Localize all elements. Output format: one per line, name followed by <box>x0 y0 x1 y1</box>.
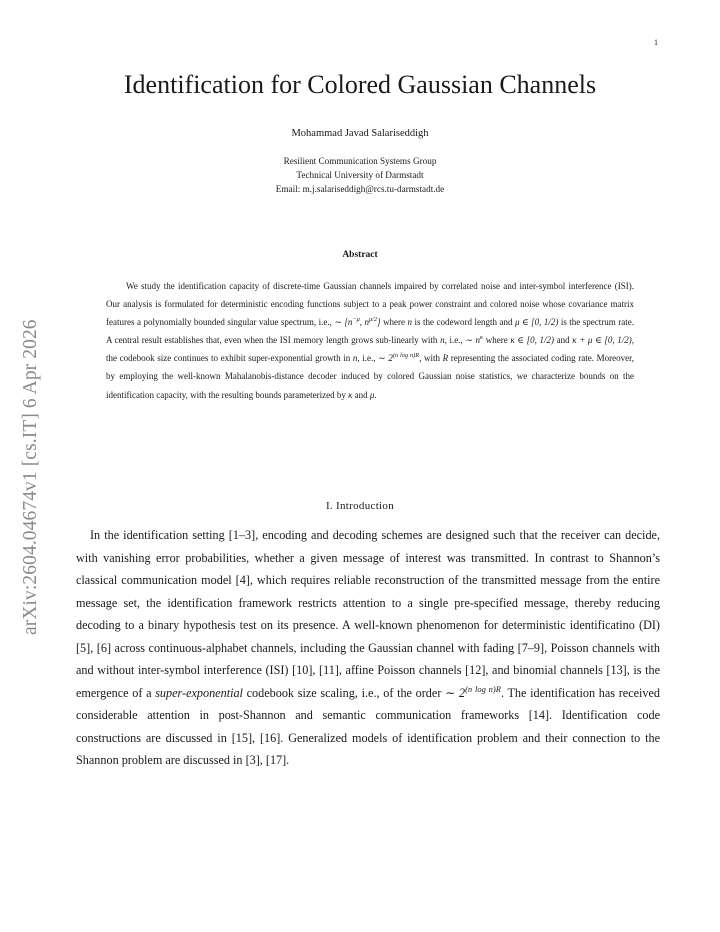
math-text: ∼ n <box>465 335 481 346</box>
paper-title: Identification for Colored Gaussian Channels <box>123 70 597 99</box>
emphasis-text: super-exponential <box>155 685 243 700</box>
body-text: . The identification has received considerable attention in post-Shannon and semantic communication frameworks [14]. Identification code constructions are discussed in [15], [16]. Generalized models of identification problem and their connection to the Shannon problem are discussed in [3], [17]. <box>76 685 660 767</box>
abstract-paragraph <box>106 277 634 404</box>
math-sup: μ/2 <box>369 316 378 324</box>
section-heading-introduction: I. Introduction <box>325 500 395 512</box>
math-inline <box>445 683 501 700</box>
math-inline: n <box>407 317 413 328</box>
affiliation-block <box>0 154 720 196</box>
page-number: 1 <box>654 38 658 47</box>
abstract-heading: Abstract <box>342 250 378 260</box>
affiliation-group: Resilient Communication Systems Group <box>283 156 437 166</box>
affiliation-email: Email: m.j.salariseddigh@rcs.tu-darmstadt.de <box>275 184 445 194</box>
abstract-text: where <box>483 335 511 346</box>
affiliation-university: Technical University of Darmstadt <box>296 170 424 180</box>
abstract-text: . <box>374 389 377 400</box>
abstract-text: We study the identification capacity of discrete-time Gaussian channels impaired by correlated noise and inter-symbol interference (ISI). Our analysis is formulated for deterministic encoding functions subject to a peak power constraint and colored noise whose covariance matrix features a polynomially bounded singular value spectrum, i.e., <box>106 281 634 328</box>
math-inline: n <box>352 353 358 364</box>
math-sup: κ <box>480 334 484 342</box>
math-text: ∼ 2 <box>445 685 466 700</box>
abstract-text: and <box>553 335 573 346</box>
abstract-text: , the codebook size continues to exhibit super-exponential growth in <box>106 335 635 364</box>
math-sup: (n log n)R <box>465 683 501 694</box>
math-sup: −μ <box>352 316 360 324</box>
introduction-paragraph <box>76 524 660 772</box>
abstract-text: representing the associated coding rate. Moreover, by employing the well-known Mahalanobis-distance decoder induced by colored Gaussian noise statistics, we characterize bounds on the identification capacity, with the resulting bounds parameterized by <box>106 353 634 400</box>
abstract-text: is the codeword length and <box>412 317 515 328</box>
math-inline: κ + μ ∈ [0, 1/2) <box>572 335 632 346</box>
math-inline <box>378 353 419 363</box>
math-inline: μ <box>369 389 375 400</box>
introduction-body <box>76 524 660 772</box>
math-inline: μ ∈ [0, 1/2) <box>514 317 559 328</box>
math-inline: R <box>442 353 449 364</box>
abstract-text: is the spectrum rate. A central result establishes that, even when the ISI memory length grows sub-linearly with <box>106 317 634 346</box>
math-inline <box>334 317 380 327</box>
body-text: In the identification setting [1–3], encoding and decoding schemes are designed such that the receiver can decide, with vanishing error probabilities, whether a given message of interest was transmitted. In contrast to Shannon’s classical communication model [4], which requires reliable reconstruction of the transmitted message from the entire message set, the identification framework restricts attention to a single pre-specified message, thereby reducing decoding to a binary hypothesis test on its presence. A well-known phenomenon for deterministic identificatino (DI) [5], [6] across continuous-alphabet channels, including the Gaussian channel with fading [7–9], Poisson channels with and without inter-symbol interference (ISI) [10], [11], affine Poisson channels [12], and binomial channels [13], is the emergence of a <box>76 528 660 700</box>
math-text: , n <box>359 317 369 328</box>
math-text: ∼ 2 <box>378 353 393 364</box>
arxiv-stamp: arXiv:2604.04674v1 [cs.IT] 6 Apr 2026 <box>20 319 41 635</box>
math-inline: κ ∈ [0, 1/2) <box>510 335 554 346</box>
body-text: codebook size scaling, i.e., of the order <box>242 685 446 700</box>
math-inline <box>465 335 483 345</box>
abstract-text: where <box>380 317 408 328</box>
abstract-text: , with <box>419 353 443 364</box>
author-name: Mohammad Javad Salariseddigh <box>291 128 429 139</box>
math-sup: (n log n)R <box>392 352 420 360</box>
math-text: ∼ [n <box>334 317 353 328</box>
math-inline: n <box>440 335 445 346</box>
math-inline: κ <box>348 389 353 400</box>
abstract-text: and <box>352 389 370 400</box>
abstract-text: , i.e., <box>444 335 466 346</box>
abstract-body <box>106 277 634 404</box>
math-text: ] <box>377 317 381 328</box>
abstract-text: , i.e., <box>357 353 379 364</box>
